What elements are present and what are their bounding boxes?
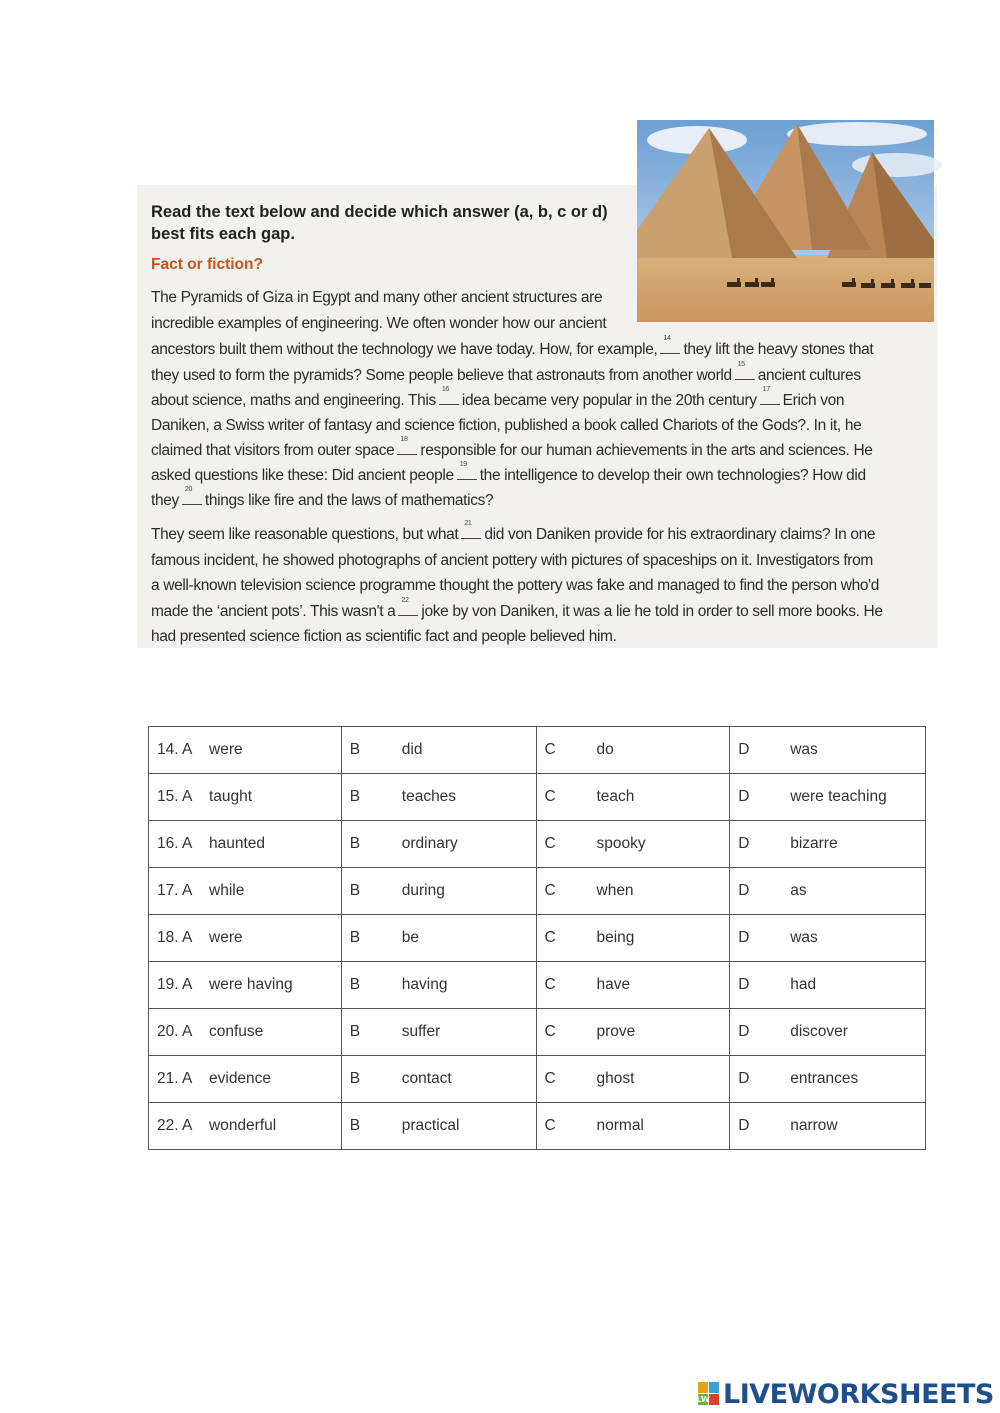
option-word: spooky <box>596 835 646 852</box>
option-word: were teaching <box>790 788 887 805</box>
option-word: wonderful <box>209 1117 277 1134</box>
gap-21[interactable]: 21 <box>461 526 481 539</box>
question-row <box>149 868 926 915</box>
option-word: haunted <box>209 835 266 852</box>
option-word: ghost <box>596 1070 635 1087</box>
option-word: discover <box>790 1023 848 1040</box>
option-letter: B <box>349 835 361 852</box>
question-number: 22. A <box>157 1117 193 1134</box>
logo-mark-icon <box>698 1381 720 1407</box>
passage-line: The Pyramids of Giza in Egypt and many other ancient structures are <box>151 289 603 306</box>
option-c[interactable] <box>536 727 730 774</box>
option-letter: B <box>349 1117 361 1134</box>
option-letter: B <box>349 976 361 993</box>
option-word: as <box>790 882 807 899</box>
option-letter: C <box>544 1117 556 1134</box>
option-word: teaches <box>401 788 457 805</box>
question-row <box>149 915 926 962</box>
option-letter: D <box>738 1023 750 1040</box>
option-word: have <box>596 976 631 993</box>
option-c[interactable] <box>536 962 730 1009</box>
option-word: practical <box>401 1117 460 1134</box>
passage-line: a well-known television science programme thought the pottery was fake and managed to find the person who'd <box>151 577 880 594</box>
option-c[interactable] <box>536 868 730 915</box>
option-word: contact <box>401 1070 452 1087</box>
option-letter: B <box>349 929 361 946</box>
option-word: narrow <box>790 1117 838 1134</box>
option-word: while <box>209 882 245 899</box>
passage-line: they used to form the pyramids? Some people believe that astronauts from another world 15 ancient cultures <box>151 361 861 384</box>
option-b[interactable] <box>341 868 536 915</box>
option-word: teach <box>596 788 635 805</box>
option-a[interactable] <box>149 915 342 962</box>
gap-17[interactable]: 17 <box>760 392 780 405</box>
option-c[interactable] <box>536 915 730 962</box>
option-letter: C <box>544 835 556 852</box>
option-letter: C <box>544 882 556 899</box>
gap-20[interactable]: 20 <box>182 492 202 505</box>
question-number: 21. A <box>157 1070 193 1087</box>
passage-line: claimed that visitors from outer space 18 responsible for our human achievements in the arts and sciences. He <box>151 436 873 459</box>
option-letter: B <box>349 882 361 899</box>
option-d[interactable] <box>730 868 926 915</box>
option-d[interactable] <box>730 774 926 821</box>
option-word: normal <box>596 1117 644 1134</box>
option-word: suffer <box>401 1023 441 1040</box>
option-letter: D <box>738 1117 750 1134</box>
option-letter: C <box>544 1023 556 1040</box>
option-letter: C <box>544 788 556 805</box>
option-word: taught <box>209 788 253 805</box>
option-letter: D <box>738 741 750 758</box>
option-letter: C <box>544 1070 556 1087</box>
option-letter: D <box>738 788 750 805</box>
option-word: was <box>790 929 818 946</box>
option-letter: B <box>349 741 361 758</box>
option-word: did <box>401 741 423 758</box>
option-a[interactable] <box>149 727 342 774</box>
option-word: were <box>209 929 243 946</box>
option-letter: B <box>349 788 361 805</box>
passage-line: about science, maths and engineering. This 16 idea became very popular in the 20th century 17 Erich von <box>151 386 845 409</box>
option-a[interactable] <box>149 774 342 821</box>
gap-15[interactable]: 15 <box>735 367 755 380</box>
liveworksheets-logo <box>698 1376 994 1412</box>
option-b[interactable] <box>341 774 536 821</box>
logo-mark-text: LW <box>696 1395 710 1404</box>
option-word: prove <box>596 1023 636 1040</box>
option-word: were <box>209 741 243 758</box>
option-b[interactable] <box>341 1103 536 1150</box>
instructions-heading: Read the text below and decide which answer (a, b, c or d) best fits each gap. <box>151 203 608 243</box>
gap-22[interactable]: 22 <box>398 603 418 616</box>
passage-line: asked questions like these: Did ancient people 19 the intelligence to develop their own technologies? How did <box>151 461 866 484</box>
passage-title: Fact or fiction? <box>151 256 263 273</box>
option-word: ordinary <box>401 835 458 852</box>
option-a[interactable] <box>149 1103 342 1150</box>
passage-line: had presented science fiction as scientific fact and people believed him. <box>151 628 617 645</box>
option-b[interactable] <box>341 915 536 962</box>
option-c[interactable] <box>536 774 730 821</box>
gap-14[interactable]: 14 <box>660 341 680 354</box>
option-word: when <box>596 882 634 899</box>
passage-line: incredible examples of engineering. We often wonder how our ancient <box>151 315 607 332</box>
question-number: 14. A <box>157 741 193 758</box>
option-word: during <box>401 882 445 899</box>
option-letter: B <box>349 1023 361 1040</box>
option-word: having <box>401 976 448 993</box>
passage-line: famous incident, he showed photographs of ancient pottery with pictures of spaceships on it. Investigators from <box>151 552 873 569</box>
option-letter: C <box>544 976 556 993</box>
question-number: 19. A <box>157 976 193 993</box>
question-row <box>149 1103 926 1150</box>
option-a[interactable] <box>149 1009 342 1056</box>
option-letter: D <box>738 882 750 899</box>
option-word: entrances <box>790 1070 859 1087</box>
option-letter: C <box>544 741 556 758</box>
option-b[interactable] <box>341 821 536 868</box>
passage-line: they 20 things like fire and the laws of mathematics? <box>151 486 494 509</box>
passage-line: They seem like reasonable questions, but what 21 did von Daniken provide for his extraordinary claims? In one <box>151 520 876 543</box>
option-d[interactable] <box>730 821 926 868</box>
option-letter: D <box>738 976 750 993</box>
option-word: being <box>596 929 635 946</box>
option-letter: C <box>544 929 556 946</box>
option-word: do <box>596 741 614 758</box>
question-number: 15. A <box>157 788 193 805</box>
passage-line: Daniken, a Swiss writer of fantasy and science fiction, published a book called Chariots of the Gods?. In it, he <box>151 417 862 434</box>
gap-18[interactable]: 18 <box>397 442 417 455</box>
option-word: bizarre <box>790 835 838 852</box>
option-word: was <box>790 741 818 758</box>
option-b[interactable] <box>341 962 536 1009</box>
question-number: 16. A <box>157 835 193 852</box>
option-b[interactable] <box>341 1056 536 1103</box>
option-a[interactable] <box>149 821 342 868</box>
option-a[interactable] <box>149 962 342 1009</box>
question-number: 17. A <box>157 882 193 899</box>
option-word: evidence <box>209 1070 272 1087</box>
option-letter: D <box>738 1070 750 1087</box>
gap-19[interactable]: 19 <box>457 467 477 480</box>
question-row <box>149 727 926 774</box>
option-c[interactable] <box>536 1009 730 1056</box>
option-d[interactable] <box>730 962 926 1009</box>
option-c[interactable] <box>536 821 730 868</box>
question-number: 20. A <box>157 1023 193 1040</box>
pyramids-photo <box>637 120 934 322</box>
option-word: had <box>790 976 817 993</box>
option-word: confuse <box>209 1023 264 1040</box>
option-d[interactable] <box>730 727 926 774</box>
option-a[interactable] <box>149 868 342 915</box>
question-number: 18. A <box>157 929 193 946</box>
option-d[interactable] <box>730 1103 926 1150</box>
option-word: were having <box>209 976 293 993</box>
option-c[interactable] <box>536 1056 730 1103</box>
logo-text: LIVEWORKSHEETS <box>723 1378 994 1410</box>
question-row <box>149 1056 926 1103</box>
option-a[interactable] <box>149 1056 342 1103</box>
passage-line: ancestors built them without the technology we have today. How, for example, 14 they lift the heavy stones that <box>151 335 874 358</box>
answer-options-table <box>148 726 926 1150</box>
question-row <box>149 1009 926 1056</box>
option-d[interactable] <box>730 1009 926 1056</box>
option-d[interactable] <box>730 1056 926 1103</box>
option-letter: D <box>738 835 750 852</box>
question-row <box>149 821 926 868</box>
option-b[interactable] <box>341 1009 536 1056</box>
option-word: be <box>401 929 420 946</box>
option-letter: D <box>738 929 750 946</box>
passage-line: made the ‘ancient pots’. This wasn't a 22 joke by von Daniken, it was a lie he told in order to sell more books. He <box>151 597 883 620</box>
question-row <box>149 962 926 1009</box>
gap-16[interactable]: 16 <box>439 392 459 405</box>
option-b[interactable] <box>341 727 536 774</box>
question-row <box>149 774 926 821</box>
option-c[interactable] <box>536 1103 730 1150</box>
option-d[interactable] <box>730 915 926 962</box>
option-letter: B <box>349 1070 361 1087</box>
